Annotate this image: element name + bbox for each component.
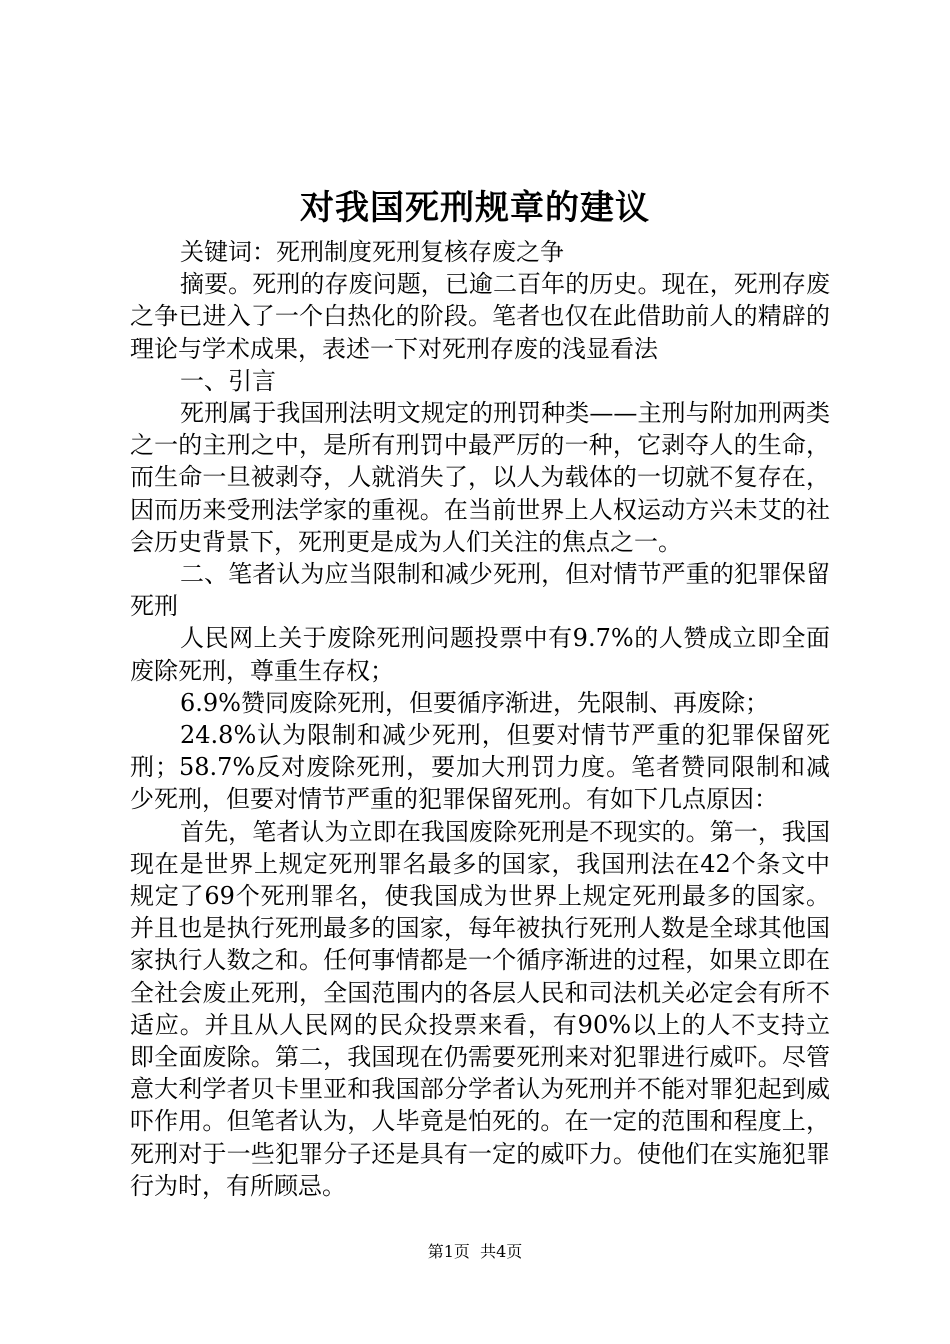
body-paragraph: 死刑属于我国刑法明文规定的刑罚种类——主刑与附加刑两类之一的主刑之中，是所有刑罚中最严厉的一种，它剥夺人的生命，而生命一旦被剥夺，人就消失了，以人为载体的一切就不复存在，因而历来受刑法学家的重视。在当前世界上人权运动方兴未艾的社会历史背景下，死刑更是成为人们关注的焦点之一。 bbox=[130, 399, 830, 556]
page-footer bbox=[0, 1242, 950, 1262]
page-total: 共4页 bbox=[480, 1242, 523, 1261]
body-paragraph: 24.8%认为限制和减少死刑，但要对情节严重的犯罪保留死刑；58.7%反对废除死刑，要加大刑罚力度。笔者赞同限制和减少死刑，但要对情节严重的犯罪保留死刑。有如下几点原因： bbox=[130, 721, 830, 814]
document-body bbox=[130, 236, 830, 1202]
keywords-paragraph: 关键词：死刑制度死刑复核存废之争 bbox=[180, 238, 564, 266]
body-paragraph: 6.9%赞同废除死刑，但要循序渐进，先限制、再废除； bbox=[180, 688, 769, 717]
document-title: 对我国死刑规章的建议 bbox=[300, 188, 650, 228]
abstract-paragraph: 摘要。死刑的存废问题，已逾二百年的历史。现在，死刑存废之争已进入了一个白热化的阶段。笔者也仅在此借助前人的精辟的理论与学术成果，表述一下对死刑存废的浅显看法 bbox=[130, 270, 830, 363]
section-heading-introduction: 一、引言 bbox=[180, 366, 276, 395]
body-paragraph: 首先，笔者认为立即在我国废除死刑是不现实的。第一，我国现在是世界上规定死刑罪名最多的国家，我国刑法在42个条文中规定了69个死刑罪名，使我国成为世界上规定死刑最多的国家。并且也是执行死刑最多的国家，每年被执行死刑人数是全球其他国家执行人数之和。任何事情都是一个循序渐进的过程，如果立即在全社会废止死刑，全国范围内的各层人民和司法机关必定会有所不适应。并且从人民网的民众投票来看，有90%以上的人不支持立即全面废除。第二，我国现在仍需要死刑来对犯罪进行威吓。尽管意大利学者贝卡里亚和我国部分学者认为死刑并不能对罪犯起到威吓作用。但笔者认为，人毕竟是怕死的。在一定的范围和程度上，死刑对于一些犯罪分子还是具有一定的威吓力。使他们在实施犯罪行为时，有所顾忌。 bbox=[130, 817, 830, 1200]
page-number: 第1页 bbox=[427, 1242, 470, 1261]
section-heading-argument: 二、笔者认为应当限制和减少死刑，但对情节严重的犯罪保留死刑 bbox=[130, 560, 830, 621]
footer-separator bbox=[470, 1242, 480, 1261]
body-paragraph: 人民网上关于废除死刑问题投票中有9.7%的人赞成立即全面废除死刑，尊重生存权； bbox=[130, 624, 830, 685]
